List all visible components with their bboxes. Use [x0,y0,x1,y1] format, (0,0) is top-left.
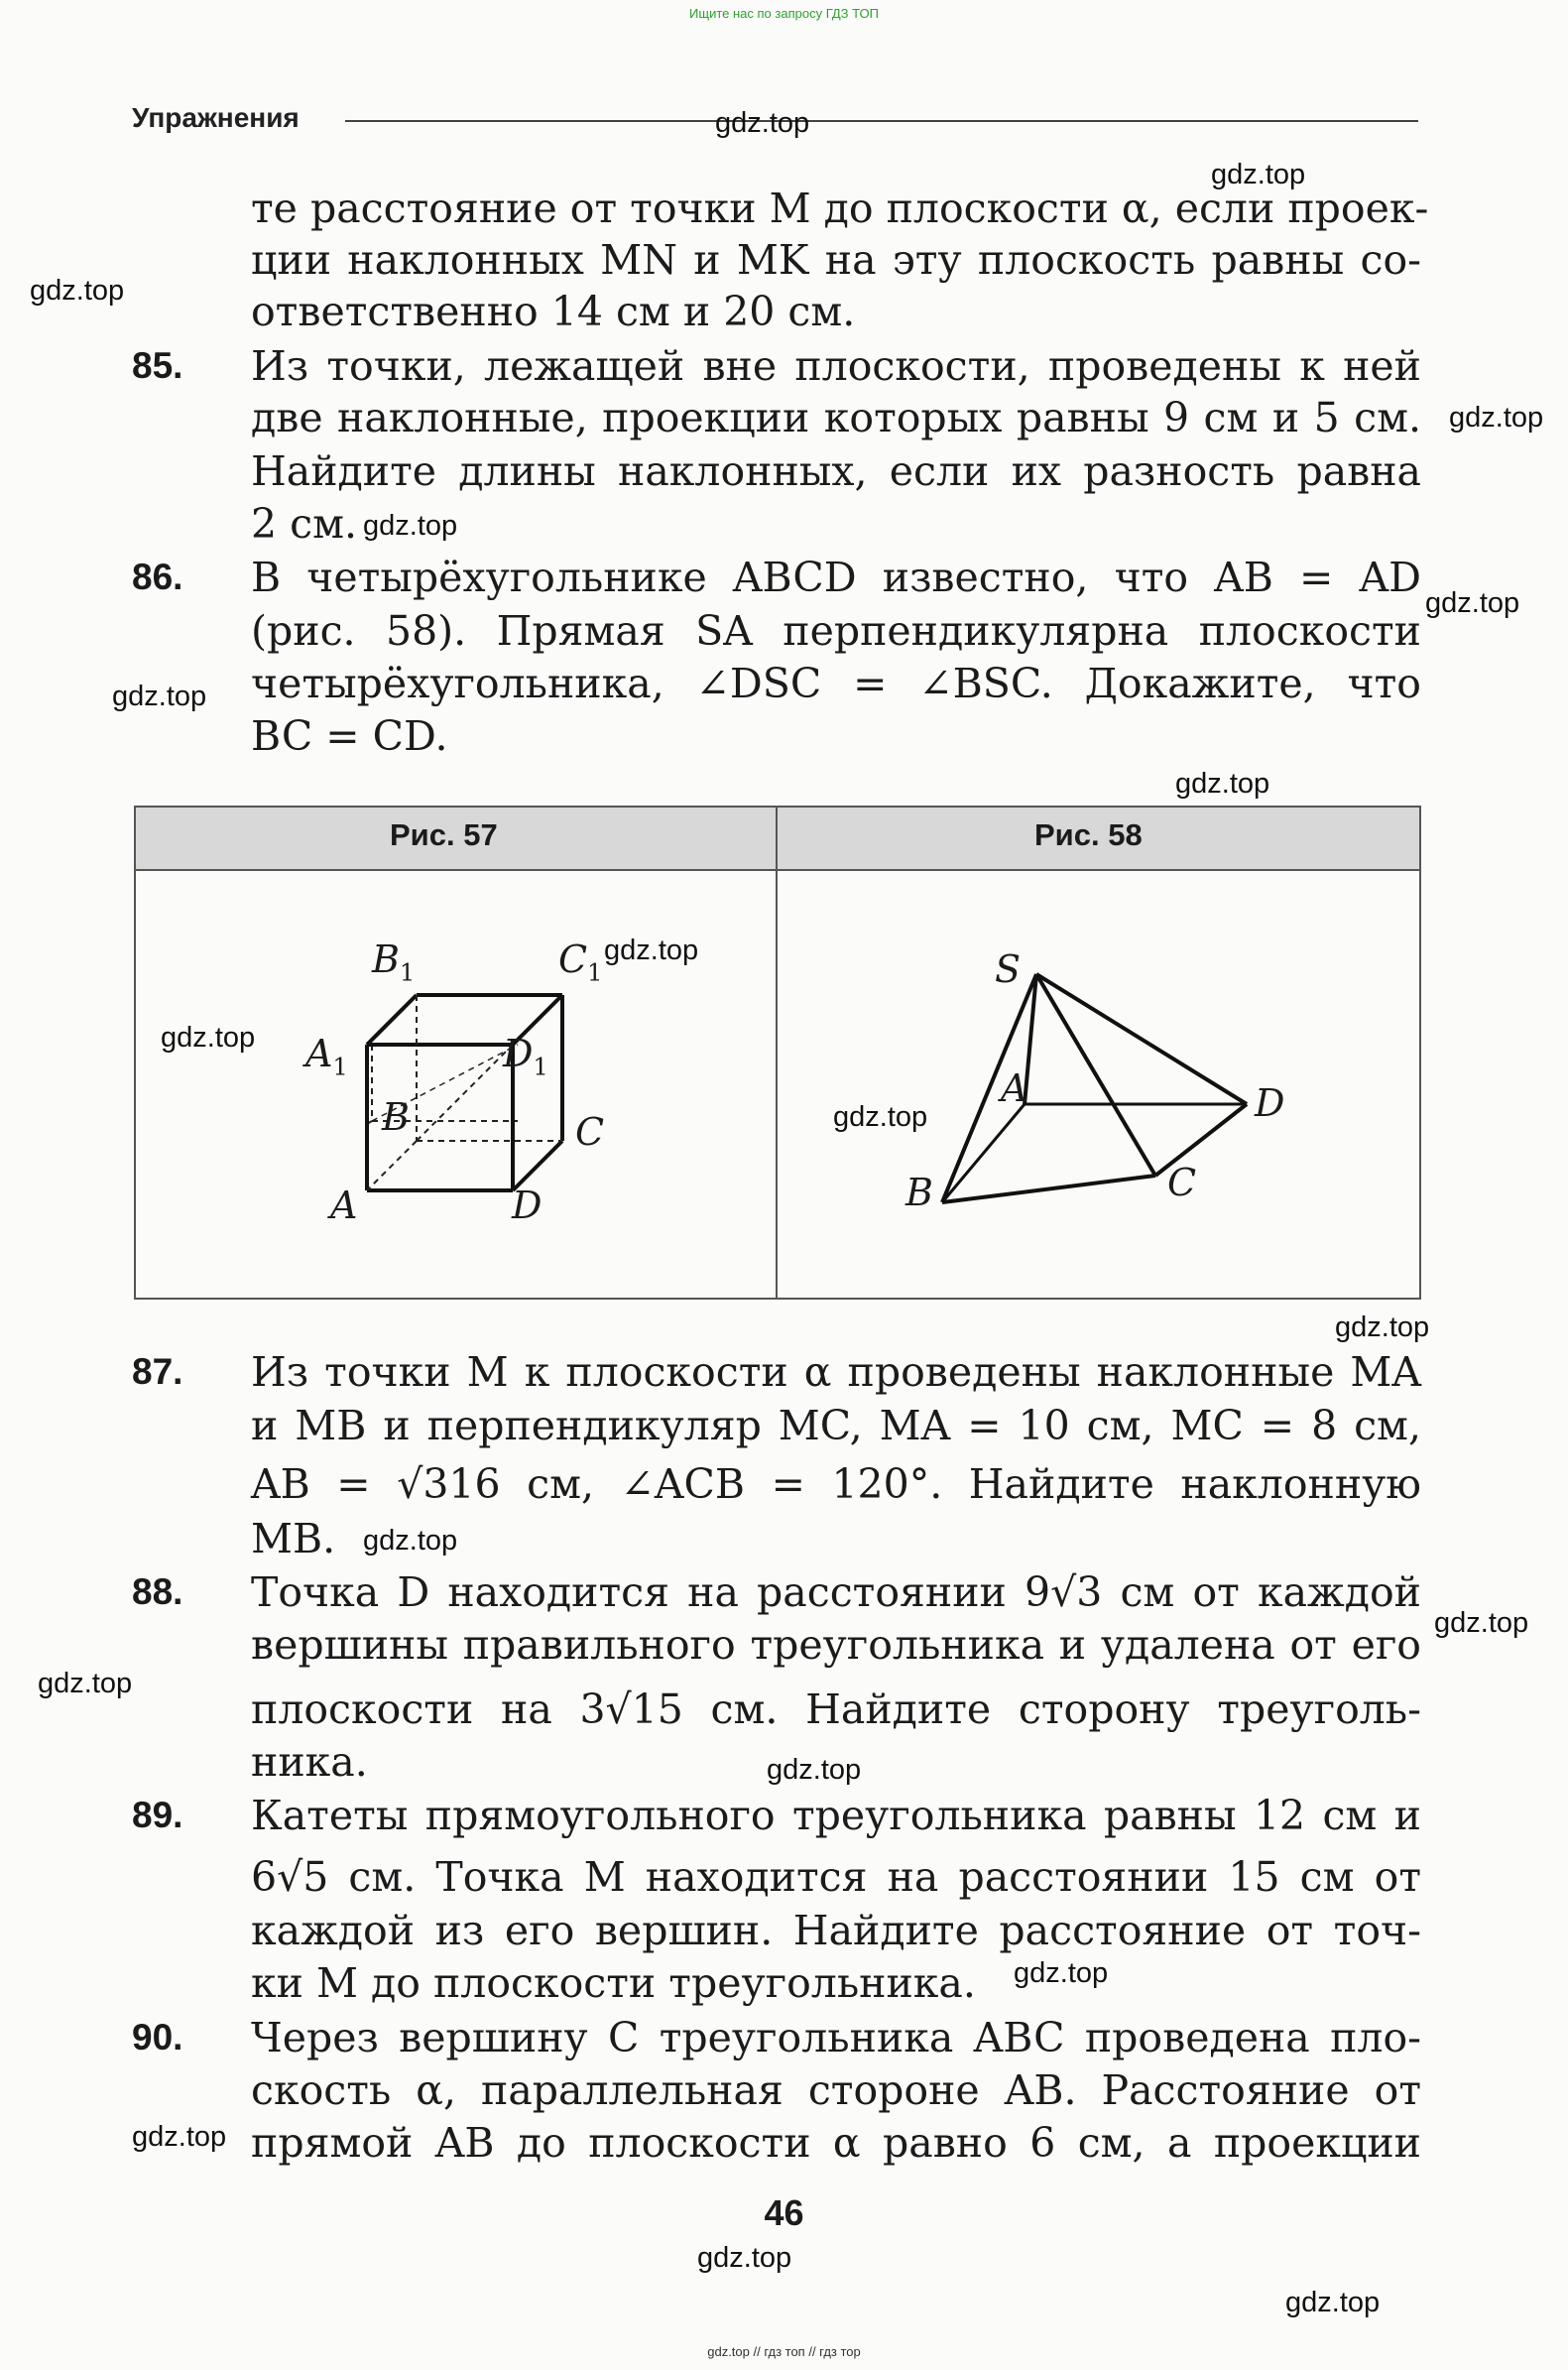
watermark: gdz.top [363,1525,458,1557]
label-d: D [1255,1081,1285,1125]
text-line: две наклонные, проекции которых равны 9 см и 5 см. [251,394,1421,441]
label-a: A [330,1184,358,1227]
text-line: 2 см. [251,500,358,548]
watermark: gdz.top [112,681,207,712]
exercise-number-86: 86. [132,557,183,597]
text-line: BC = CD. [251,712,448,760]
watermark: gdz.top [833,1101,928,1133]
text-line: вершины правильного треугольника и удалена от его [251,1621,1421,1669]
text-line: Найдите длины наклонных, если их разность равна [251,447,1421,495]
text-line: ника. [251,1738,368,1786]
text-line: Точка D находится на расстоянии 9√3 см от каждой [251,1568,1421,1616]
watermark: gdz.top [132,2121,227,2153]
figure-58-caption: Рис. 58 [1034,817,1143,852]
watermark: gdz.top [604,935,699,966]
text-line: В четырёхугольнике ABCD известно, что AB = AD [251,554,1421,601]
watermark: gdz.top [767,1754,862,1786]
figures-divider [776,806,778,1300]
label-d1: $D_1$ [503,1032,548,1081]
text-line: скость α, параллельная стороне AB. Расстояние от [251,2066,1421,2114]
bottom-note[interactable]: gdz.top // гдз топ // гдз тор [707,2344,861,2359]
label-d: D [512,1184,543,1227]
watermark: gdz.top [30,275,125,307]
label-b: B [382,1095,410,1139]
text-line: те расстояние от точки M до плоскости α, если проек- [251,185,1429,232]
exercise-number-90: 90. [132,2017,183,2058]
label-b1: $B_1$ [372,937,416,987]
watermark: gdz.top [1014,1957,1109,1989]
top-note[interactable]: Ищите нас по запросу ГДЗ ТОП [689,6,879,21]
figure-57-caption: Рис. 57 [390,817,498,852]
text-line: каждой из его вершин. Найдите расстояние от точ- [251,1907,1421,1954]
watermark: gdz.top [161,1022,256,1054]
watermark: gdz.top [1449,402,1544,434]
watermark: gdz.top [1211,159,1306,190]
watermark: gdz.top [1175,768,1270,800]
text-line: (рис. 58). Прямая SA перпендикулярна плоскости [251,607,1421,655]
label-c: C [575,1110,605,1154]
text-line: и MB и перпендикуляр MC, MA = 10 см, MC = 8 см, [251,1402,1421,1449]
text-line: плоскости на 3√15 см. Найдите сторону треуголь- [251,1685,1421,1733]
page-number: 46 [764,2192,804,2233]
text-line: ответственно 14 см и 20 см. [251,288,856,335]
watermark: gdz.top [1285,2287,1381,2318]
header-rule [345,120,1418,122]
text-line: Катеты прямоугольного треугольника равны 12 см и [251,1792,1421,1839]
exercise-number-89: 89. [132,1795,183,1835]
label-s: S [995,947,1022,991]
text-line: прямой AB до плоскости α равно 6 см, а проекции [251,2119,1421,2167]
text-line: Через вершину C треугольника ABC проведена пло- [251,2014,1421,2061]
text-line: ции наклонных MN и MK на эту плоскость равны со- [251,236,1421,284]
exercise-number-87: 87. [132,1351,183,1392]
figure-58-pyramid [893,942,1289,1240]
section-header: Упражнения [132,102,300,133]
watermark: gdz.top [697,2242,792,2274]
figures-caption-bar [136,808,1419,871]
watermark: gdz.top [363,510,458,542]
watermark: gdz.top [1434,1607,1529,1639]
label-c: C [1167,1161,1197,1204]
watermark: gdz.top [715,107,810,139]
text-line: 6√5 см. Точка M находится на расстоянии 15 см от [251,1853,1421,1901]
text-line: Из точки M к плоскости α проведены наклонные MA [251,1348,1421,1396]
text-line: четырёхугольника, ∠DSC = ∠BSC. Докажите, что [251,660,1421,707]
label-b: B [905,1171,933,1214]
text-line: ки M до плоскости треугольника. [251,1959,976,2007]
exercise-number-88: 88. [132,1571,183,1612]
watermark: gdz.top [1425,587,1520,619]
text-line: AB = √316 см, ∠ACB = 120°. Найдите наклонную [251,1460,1421,1508]
watermark: gdz.top [1335,1311,1430,1343]
label-c1: $C_1$ [558,937,603,987]
text-line: MB. [251,1515,336,1562]
label-a1: $A_1$ [305,1032,348,1081]
label-a: A [1001,1066,1028,1110]
watermark: gdz.top [38,1668,133,1699]
exercise-number-85: 85. [132,345,183,386]
text-line: Из точки, лежащей вне плоскости, проведены к ней [251,342,1421,390]
